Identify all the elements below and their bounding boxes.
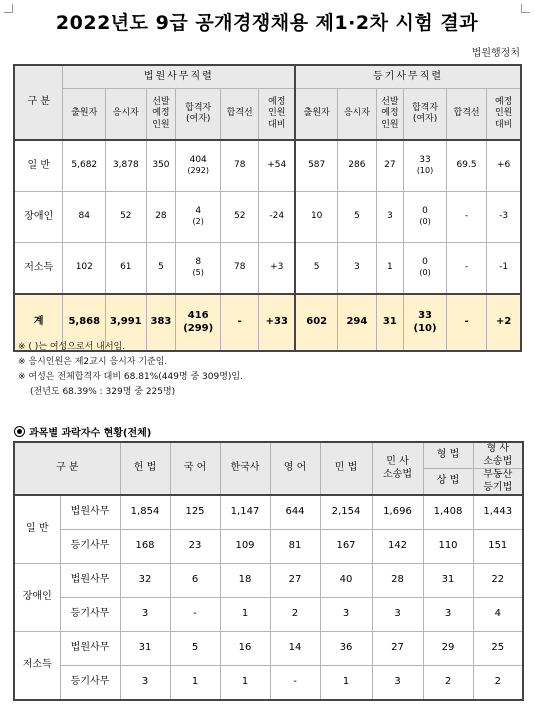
table-row [14,530,523,564]
cell: 2 [473,666,523,701]
row-label: 저소득 [14,243,63,295]
cell: 2,154 [320,495,372,530]
ratio-header: 예정 인원 대비 [487,89,521,141]
cell: 31 [423,564,473,598]
cell: 10 [295,192,338,243]
ratio-header: 예정 인원 대비 [259,89,295,141]
subject-header: 상 법 [423,469,473,496]
cell: - [170,598,220,632]
cell: - [221,294,259,351]
cell: 383 [146,294,176,351]
examinees-header: 응시자 [106,89,146,141]
cell: 3 [376,192,404,243]
table-row [14,243,521,295]
cell: 286 [338,140,376,192]
notes [18,340,243,400]
cell: 3 [320,598,372,632]
subject-header: 형 법 [423,442,473,469]
cell: 404 (292) [176,140,221,192]
subject-header: 국 어 [170,442,220,495]
group-label: 장애인 [14,564,60,632]
cell: 1 [220,598,270,632]
cell: 5 [338,192,376,243]
cell: 22 [473,564,523,598]
table-row [14,632,523,666]
cell: -24 [259,192,295,243]
subject-header: 민 사 소송법 [372,442,423,495]
cell: 1,854 [120,495,170,530]
cell: 2 [423,666,473,701]
group-label: 일 반 [14,495,60,564]
cell: 1 [170,666,220,701]
cell: - [270,666,320,701]
cell: 1 [376,243,404,295]
subject-header: 헌 법 [120,442,170,495]
cell: -1 [487,243,521,295]
kind-label: 등기사무 [60,530,120,564]
cell: 33 (10) [404,140,447,192]
cell: 36 [320,632,372,666]
kind-label: 등기사무 [60,666,120,701]
cell: 3 [372,666,423,701]
cell: 350 [146,140,176,192]
cell: 31 [120,632,170,666]
cell: 1 [320,666,372,701]
cell: 81 [270,530,320,564]
cell: +3 [259,243,295,295]
cell: 3,991 [106,294,146,351]
cell: 4 [473,598,523,632]
cell: 84 [63,192,106,243]
reserve-header: 선발 예정 인원 [146,89,176,141]
cell: 168 [120,530,170,564]
applicants-header: 출원자 [63,89,106,141]
cell: 1,696 [372,495,423,530]
cell: 3 [120,598,170,632]
cell: 5 [295,243,338,295]
cell: +54 [259,140,295,192]
row-label: 일 반 [14,140,63,192]
cell: - [446,192,486,243]
division-header: 구 분 [14,65,63,140]
agency-label: 법원행정처 [471,48,520,59]
cell: +6 [487,140,521,192]
section-title: 과목별 과락자수 현황(전체) [14,424,151,439]
cell: 31 [376,294,404,351]
cell: 40 [320,564,372,598]
cell: 110 [423,530,473,564]
cell: 167 [320,530,372,564]
cell: 602 [295,294,338,351]
subject-header: 형 사 소송법 [473,442,523,469]
cutoff-header: 합격선 [446,89,486,141]
cell: 109 [220,530,270,564]
note: ※ 응시인원은 제2교시 응시자 기준임. [18,357,168,367]
cell: 0 (0) [404,192,447,243]
cell: 1,408 [423,495,473,530]
cell: -3 [487,192,521,243]
cell: 0 (0) [404,243,447,295]
cell: 32 [120,564,170,598]
cell: 52 [221,192,259,243]
cell: 142 [372,530,423,564]
cell: 25 [473,632,523,666]
cell: - [446,243,486,295]
cell: 3 [338,243,376,295]
cell: 416 (299) [176,294,221,351]
cell: 102 [63,243,106,295]
cell: 5,682 [63,140,106,192]
passers-header: 합격자 (여자) [404,89,447,141]
row-label: 장애인 [14,192,63,243]
cell: 52 [106,192,146,243]
bullet-icon [14,426,25,437]
cell: 27 [372,632,423,666]
cell: 125 [170,495,220,530]
kind-label: 법원사무 [60,564,120,598]
cell: 6 [170,564,220,598]
cell: 1 [220,666,270,701]
cell: 16 [220,632,270,666]
cell: 3 [120,666,170,701]
subject-header: 부동산 등기법 [473,469,523,496]
division-header: 구 분 [14,442,120,495]
cell: 3 [372,598,423,632]
subjects-table [13,441,524,701]
cell: 587 [295,140,338,192]
cell: 5 [170,632,220,666]
group-label: 저소득 [14,632,60,701]
applicants-header: 출원자 [295,89,338,141]
table-row [14,192,521,243]
cell: 29 [423,632,473,666]
table-row [14,564,523,598]
table-row [14,140,521,192]
court-group-header: 법원사무직렬 [63,65,295,89]
cell: 644 [270,495,320,530]
cell: 28 [372,564,423,598]
examinees-header: 응시자 [338,89,376,141]
cell: 151 [473,530,523,564]
page-title: 2022년도 9급 공개경쟁채용 제1·2차 시험 결과 [55,12,479,34]
subject-header: 민 법 [320,442,372,495]
table-row [14,495,523,530]
passers-header: 합격자 (여자) [176,89,221,141]
cell: - [446,294,486,351]
cell: 294 [338,294,376,351]
cell: 78 [221,243,259,295]
results-table [13,64,522,352]
note: ※ ( )는 여성으로서 내서임. [18,342,126,352]
reserve-header: 선발 예정 인원 [376,89,404,141]
cell: 3,878 [106,140,146,192]
cell: 69.5 [446,140,486,192]
note: ※ 여성은 전체합격자 대비 68.81%(449명 중 309명)임. [18,372,243,382]
cell: 27 [376,140,404,192]
cell: 14 [270,632,320,666]
table-row [14,598,523,632]
cell: 5,868 [63,294,106,351]
cutoff-header: 합격선 [221,89,259,141]
cell: 1,443 [473,495,523,530]
kind-label: 법원사무 [60,632,120,666]
cell: 18 [220,564,270,598]
cell: 5 [146,243,176,295]
cell: +33 [259,294,295,351]
row-label: 계 [14,294,63,351]
kind-label: 등기사무 [60,598,120,632]
kind-label: 법원사무 [60,495,120,530]
cell: +2 [487,294,521,351]
cell: 4 (2) [176,192,221,243]
cell: 8 (5) [176,243,221,295]
registry-group-header: 등기사무직렬 [295,65,521,89]
table-row [14,666,523,701]
cell: 28 [146,192,176,243]
cell: 1,147 [220,495,270,530]
cell: 27 [270,564,320,598]
subject-header: 영 어 [270,442,320,495]
cell: 23 [170,530,220,564]
subject-header: 한국사 [220,442,270,495]
cell: 2 [270,598,320,632]
cell: 78 [221,140,259,192]
cell: 61 [106,243,146,295]
cell: 3 [423,598,473,632]
note: (전년도 68.39% : 329명 중 225명) [30,387,176,397]
cell: 33 (10) [404,294,447,351]
